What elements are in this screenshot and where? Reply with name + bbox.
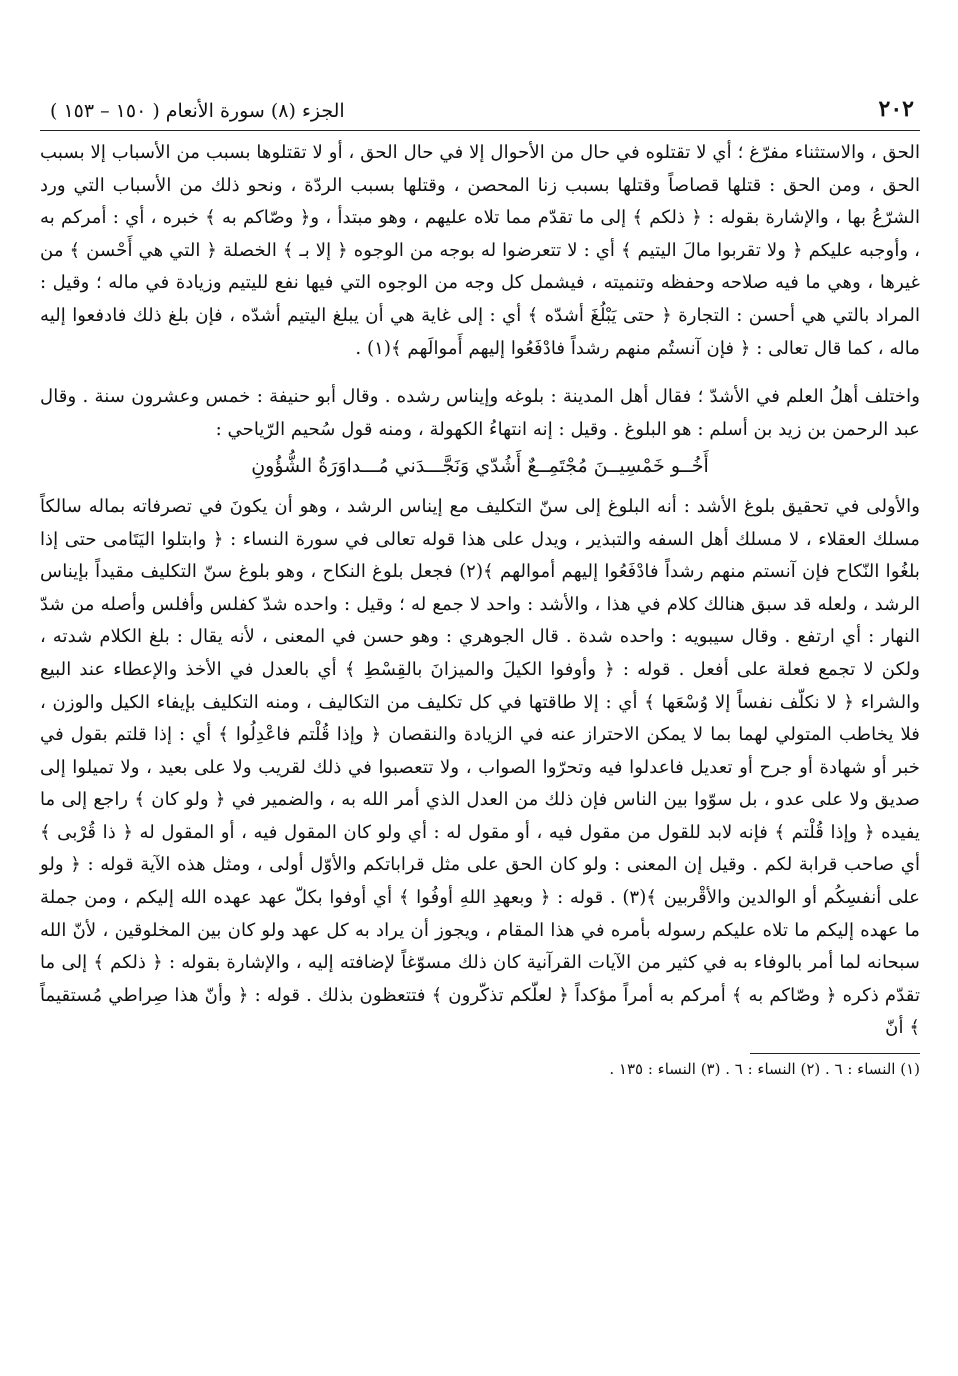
paragraph-3: والأولى في تحقيق بلوغ الأشد : أنه البلوغ إلى سنّ التكليف مع إيناس الرشد ، وهو أن يكونَ في تصرفاته بماله سالكاً مسلك العقلاء ، لا مسلك أهل السفه والتبذير ، ويدل على هذا قوله تعالى في سورة النساء : ﴿ وابتلوا اليَتَامى حتى إذا بلغُوا النّكاح فإن آنستم منهم رشداً فادْفَعُوا إليهم أموالهم ﴾(٢) فجعل بلوغ النكاح ، وهو بلوغ سنّ التكليف مقيداً بإيناس الرشد ، ولعله قد سبق هنالك كلام في هذا ، والأشد : واحد لا جمع له ؛ وقيل : واحده شدّ كفلس وأفلس وأصله من شدّ النهار : أي ارتفع . وقال سيبويه : واحده شدة . قال الجوهري : وهو حسن في المعنى ، لأنه يقال : بلغ الكلام شدته ، ولكن لا تجمع فعلة على أفعل . قوله : ﴿ وأوفوا الكيلَ والميزانَ بالقِسْطِ ﴾ أي بالعدل في الأخذ والإعطاء عند البيع والشراء ﴿ لا نكلّف نفساً إلا وُسْعَها ﴾ أي : إلا طاقتها في كل تكليف من التكاليف ، ومنه التكليف بإيفاء الكيل والوزن ، فلا يخاطب المتولي لهما بما لا يمكن الاحتراز عنه في الزيادة والنقصان ﴿ وإذا قُلْتم فاعْدِلُوا ﴾ أي : إذا قلتم بقول في خبر أو شهادة أو جرح أو تعديل فاعدلوا فيه وتحرّوا الصواب ، ولا تتعصبوا في ذلك لقريب ولا على بعيد ، ولا تميلوا إلى صديق ولا على عدو ، بل سوّوا بين الناس فإن ذلك من العدل الذي أمر الله به ، والضمير في ﴿ ولو كان ﴾ راجع إلى ما يفيده ﴿ وإذا قُلْتم ﴾ فإنه لابد للقول من مقول فيه ، أو مقول له : أي ولو كان المقول فيه ، أو المقول له ﴿ ذا قُرْبى ﴾ أي صاحب قرابة لكم . وقيل إن المعنى : ولو كان الحق على مثل قراباتكم والأوّل أولى ، ومثل هذه الآية قوله : ﴿ ولو على أنفسِكُم أو الوالدين والأقْربين ﴾(٣) . قوله : ﴿ وبعهدِ اللهِ أوفُوا ﴾ أي أوفوا بكلّ عهد عهده الله إليكم ، ومن جملة ما عهده إليكم ما تلاه عليكم رسوله بأمره في هذا المقام ، ويجوز أن يراد به كل عهد ولو كان بين المخلوقين ، لأنّ الله سبحانه لما أمر بالوفاء به في كثير من الآيات القرآنية كان ذلك مسوّغاً لإضافته إليه ، والإشارة بقوله : ﴿ ذلكم ﴾ إلى ما تقدّم ذكره ﴿ وصّاكم به ﴾ أمركم به أمراً مؤكداً ﴿ لعلّكم تذكّرون ﴾ فتتعظون بذلك . قوله : ﴿ وأنّ هذا صِراطي مُستقيماً ﴾ أنّ [40,495,921,1039]
footnotes: (١) النساء : ٦ . (٢) النساء : ٦ . (٣) النساء : ١٣٥ . [609,1060,920,1079]
page-header [40,90,920,131]
body-text [40,137,920,1045]
paragraph-2: واختلف أهلُ العلم في الأشدّ ؛ فقال أهل المدينة : بلوغه وإيناس رشده . وقال أبو حنيفة : خمس وعشرون سنة . وقال عبد الرحمن بن زيد بن أسلم : هو البلوغ . وقيل : إنه انتهاءُ الكهولة ، ومنه قول سُحيم الرّياحي : [40,386,920,440]
footnote-divider [750,1053,920,1054]
book-page [40,90,920,1078]
paragraph-1: الحق ، والاستثناء مفرّغ ؛ أي لا تقتلوه في حال من الأحوال إلا في حال الحق ، أو لا تقتلوها بسبب من الأسباب إلا بسبب الحق ، ومن الحق : قتلها قصاصاً وقتلها بسبب زنا المحصن ، وقتلها بسبب الردّة ، ونحو ذلك من الأسباب التي ورد الشرّعُ بها ، والإشارة بقوله : ﴿ ذلكم ﴾ إلى ما تقدّم مما تلاه عليهم ، وهو مبتدأ ، و﴿ وصّاكم به ﴾ خبره ، أي : أمركم به ، وأوجبه عليكم ﴿ ولا تقربوا مالَ اليتيم ﴾ أي : لا تتعرضوا له بوجه من الوجوه ﴿ إلا بـ ﴾ الخصلة ﴿ التي هي أَحْسن ﴾ من غيرها ، وهي ما فيه صلاحه وحفظه وتنميته ، فيشمل كل وجه من الوجوه التي فيها نفع لليتيم وزيادة في ماله ؛ وقيل : المراد بالتي هي أحسن : التجارة ﴿ حتى يَبْلُغَ أشدّه ﴾ أي : إلى غاية هي أن يبلغ اليتيم أشدّه ، فإن بلغ ذلك فادفعوا إليه ماله ، كما قال تعالى : ﴿ فإن آنستُم منهم رشداً فادْفَعُوا إليهم أَموالَهم ﴾(١) . [40,142,920,359]
poetry-verse: أَخُــو خَمْسِيــنَ مُجْتَمِــعٌ أَشُدّي وَنَجَّـــدَني مُـــداوَرَةُ الشُّؤُونِ [251,455,709,478]
page-number: ٢٠٢ [878,96,914,122]
running-title: الجزء (٨) سورة الأنعام ( ١٥٠ – ١٥٣ ) [50,100,345,122]
